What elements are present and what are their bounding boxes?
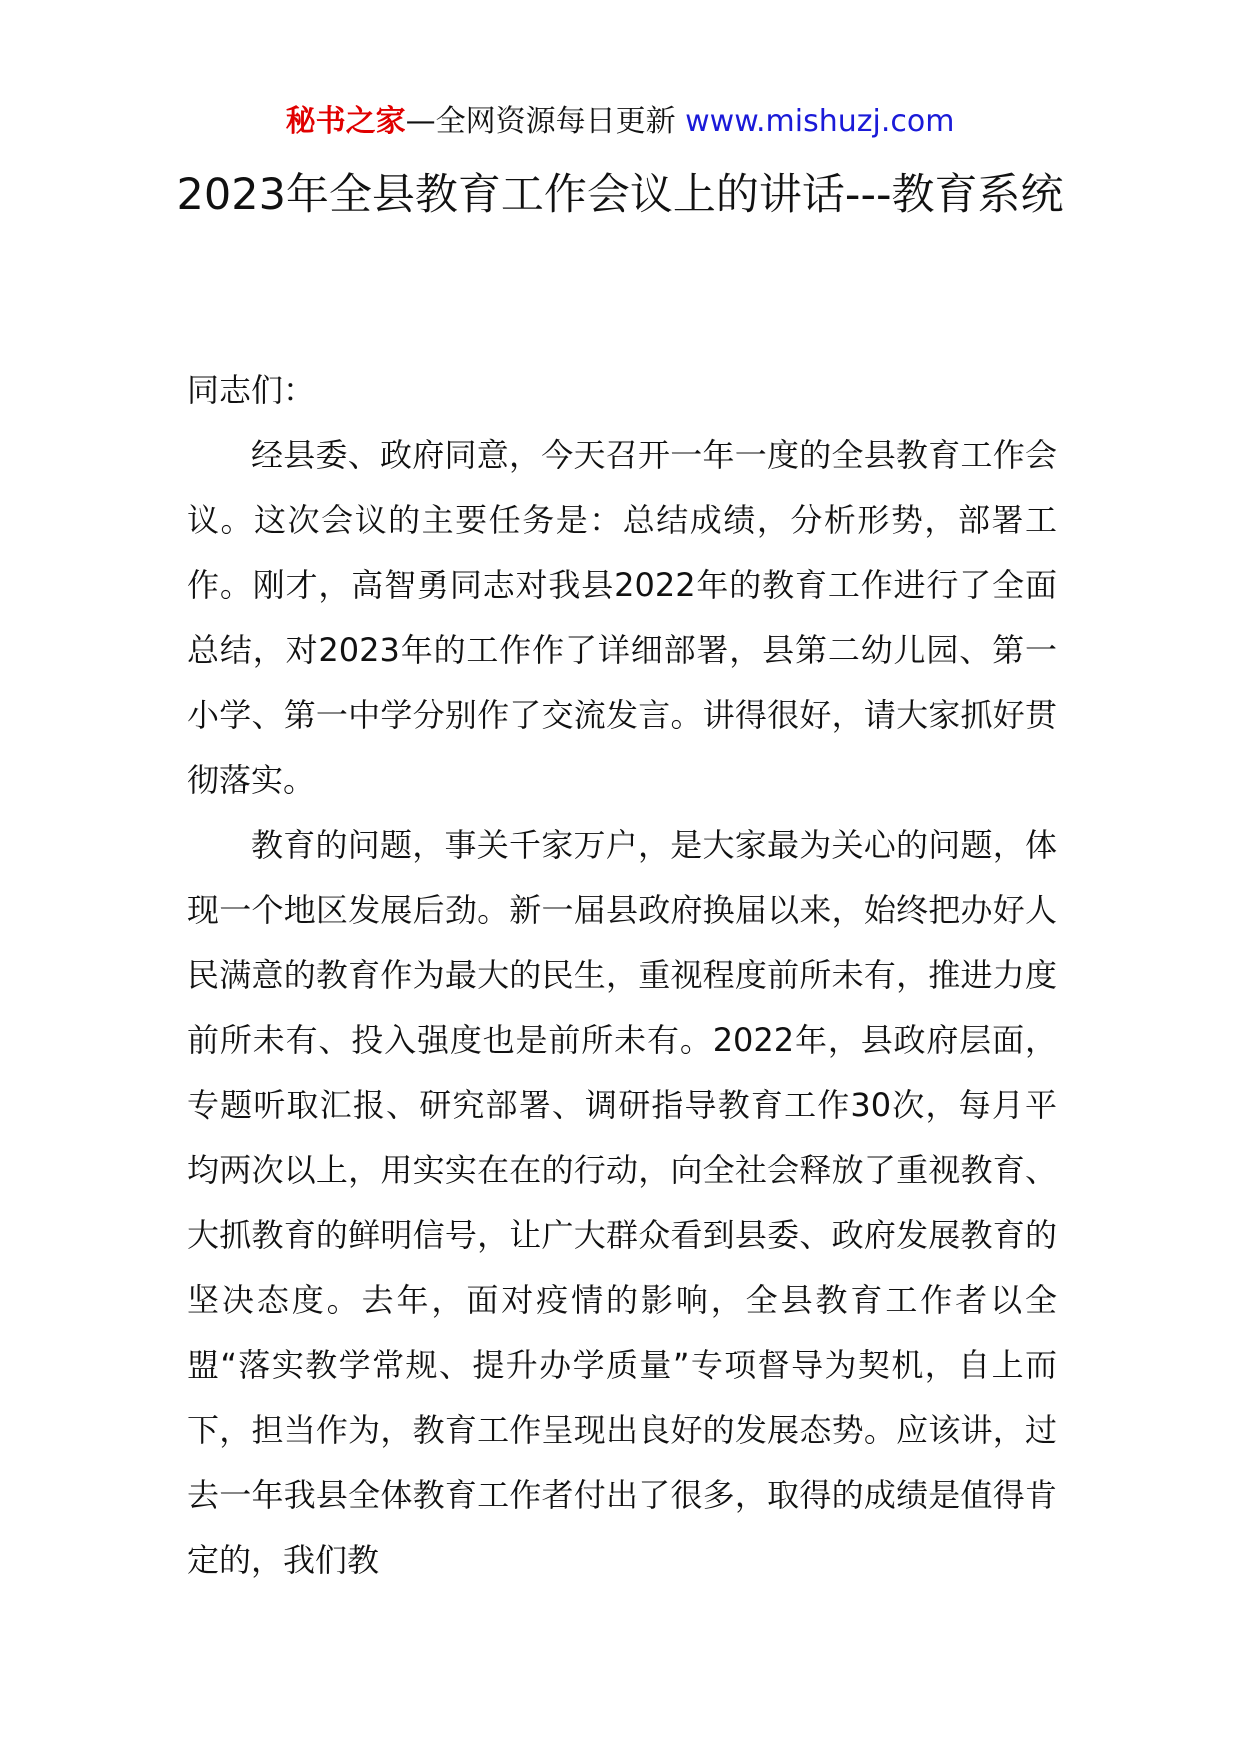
brand-name: 秘书之家 — [285, 104, 406, 139]
site-url-link[interactable]: www.mishuzj.com — [685, 104, 955, 139]
body-paragraph: 教育的问题，事关千家万户，是大家最为关心的问题，体现一个地区发展后劲。新一届县政府换届以来，始终把办好人民满意的教育作为最大的民生，重视程度前所未有，推进力度前所未有、投入强度也是前所未有。2022年，县政府层面，专题听取汇报、研究部署、调研指导教育工作30次，每月平均两次以上，用实实在在的行动，向全社会释放了重视教育、大抓教育的鲜明信号，让广大群众看到县委、政府发展教育的坚决态度。去年，面对疫情的影响，全县教育工作者以全盟“落实教学常规、提升办学质量”专项督导为契机，自上而下，担当作为，教育工作呈现出良好的发展态势。应该讲，过去一年我县全体教育工作者付出了很多，取得的成绩是值得肯定的，我们教 — [187, 826, 1057, 1579]
header-tagline: —全网资源每日更新 — [405, 104, 676, 139]
greeting: 同志们： — [187, 371, 316, 409]
document-body — [187, 358, 1057, 1593]
site-header — [0, 102, 1240, 142]
document-title: 2023年全县教育工作会议上的讲话---教育系统 — [176, 170, 1064, 220]
body-paragraph: 经县委、政府同意，今天召开一年一度的全县教育工作会议。这次会议的主要任务是：总结成绩，分析形势，部署工作。刚才，高智勇同志对我县2022年的教育工作进行了全面总结，对2023年的工作作了详细部署，县第二幼儿园、第一小学、第一中学分别作了交流发言。讲得很好，请大家抓好贯彻落实。 — [187, 436, 1057, 799]
